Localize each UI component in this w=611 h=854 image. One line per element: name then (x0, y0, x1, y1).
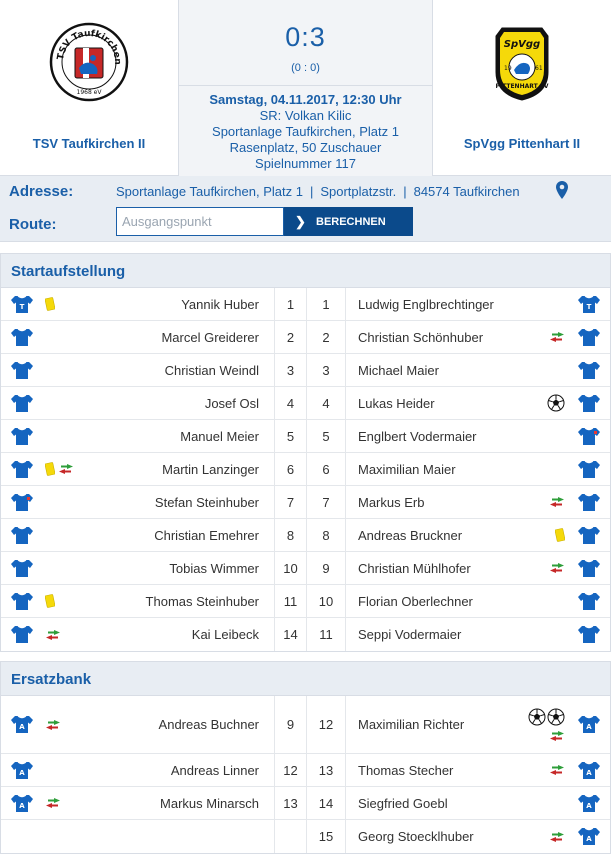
shirt-icon (11, 625, 33, 644)
svg-text:A: A (586, 801, 592, 810)
match-info (179, 92, 432, 172)
home-shirt (9, 486, 35, 518)
away-shirt (576, 820, 602, 853)
home-team-name[interactable]: TSV Taufkirchen II (32, 136, 146, 151)
lineup-row (1, 453, 610, 486)
away-player-name[interactable]: Thomas Stecher (358, 762, 454, 778)
away-shirt (576, 618, 602, 651)
home-shirt (9, 820, 35, 853)
yellow-card-icon (555, 528, 565, 542)
lineup-row (1, 420, 610, 453)
shirt-icon (11, 328, 33, 347)
shirt-icon (578, 328, 600, 347)
home-player-number: 1 (274, 288, 306, 320)
bench-row (1, 787, 610, 820)
home-events (45, 387, 90, 419)
bench-row (1, 754, 610, 787)
away-team-name[interactable]: SpVgg Pittenhart II (463, 136, 581, 151)
chevron-right-icon: ❯ (295, 214, 306, 229)
svg-text:PITTENHART eV: PITTENHART eV (495, 83, 549, 90)
address-separator: | (309, 184, 314, 199)
home-player-number: 14 (274, 618, 306, 651)
home-player-number: 12 (274, 754, 306, 786)
away-player-number: 14 (306, 787, 346, 819)
shirt-icon (578, 361, 600, 380)
svg-text:TSV Taufkirchen: TSV Taufkirchen (56, 28, 123, 65)
home-player-name[interactable] (91, 820, 259, 853)
away-player-number: 3 (306, 354, 346, 386)
shirt-icon (11, 526, 33, 545)
away-shirt (576, 552, 602, 584)
shirt-substitute-icon (11, 761, 33, 780)
shirt-substitute-icon (578, 794, 600, 813)
shirt-icon (578, 559, 600, 578)
map-pin-icon[interactable] (556, 181, 568, 199)
starting-lineup-section (0, 253, 611, 652)
shirt-icon (578, 592, 600, 611)
away-events (521, 321, 565, 353)
away-shirt (576, 321, 602, 353)
away-events (521, 453, 565, 485)
substitution-arrows-icon (45, 629, 61, 641)
away-player-name[interactable]: Andreas Bruckner (358, 527, 463, 543)
home-shirt (9, 453, 35, 485)
away-player-name[interactable]: Christian Schönhuber (358, 329, 484, 345)
home-shirt (9, 585, 35, 617)
address-separator: | (403, 184, 407, 199)
home-player-name[interactable]: Tobias Wimmer (169, 560, 259, 576)
substitution-arrows-icon (549, 562, 565, 574)
match-date: Samstag, 04.11.2017, 12:30 Uhr (209, 92, 402, 107)
shirt-substitute-icon (578, 715, 600, 734)
home-shirt (9, 354, 35, 386)
shirt-substitute-icon (578, 827, 600, 846)
away-shirt (576, 696, 602, 753)
home-shirt (9, 387, 35, 419)
home-player-name[interactable]: Andreas Buchner (158, 717, 259, 732)
svg-text:1968 eV: 1968 eV (76, 89, 102, 96)
home-events (45, 420, 90, 452)
shirt-icon (11, 559, 33, 578)
away-player-number: 15 (306, 820, 346, 853)
lineup-row (1, 321, 610, 354)
away-events (521, 754, 565, 786)
home-player-number: 2 (274, 321, 306, 353)
home-player-number (274, 820, 306, 853)
home-events (45, 754, 90, 786)
away-player-name[interactable]: Ludwig Englbrechtinger (358, 296, 494, 312)
svg-text:A: A (586, 723, 592, 731)
away-events (521, 787, 565, 819)
bench-row (1, 696, 610, 754)
address-street: Sportplatzstr. (320, 184, 397, 199)
shirt-icon (578, 526, 600, 545)
home-player-number: 10 (274, 552, 306, 584)
away-shirt (576, 288, 602, 320)
shirt-substitute-icon (578, 761, 600, 780)
bench-section (0, 661, 611, 854)
address-line (116, 184, 520, 199)
match-header (0, 0, 611, 176)
shirt-captain-icon (578, 427, 600, 446)
away-events (521, 387, 565, 419)
away-player-name[interactable]: Georg Stoecklhuber (358, 829, 474, 844)
score-panel (179, 0, 432, 86)
away-player-name[interactable]: Markus Erb (358, 494, 425, 510)
surface-attendance: Rasenplatz, 50 Zuschauer (229, 140, 382, 155)
home-events (45, 288, 90, 320)
home-team[interactable] (0, 0, 178, 176)
svg-text:A: A (586, 835, 592, 843)
svg-text:61: 61 (535, 65, 543, 72)
away-player-number: 6 (306, 453, 346, 485)
yellow-card-icon (45, 594, 55, 608)
substitution-arrows-icon (549, 831, 565, 843)
away-player-name[interactable]: Siegfried Goebl (358, 795, 448, 811)
away-shirt (576, 387, 602, 419)
address-venue: Sportanlage Taufkirchen, Platz 1 (116, 184, 303, 199)
shirt-icon (11, 361, 33, 380)
away-events (521, 354, 565, 386)
home-shirt (9, 519, 35, 551)
away-events (521, 288, 565, 320)
away-player-number: 1 (306, 288, 346, 320)
away-shirt (576, 453, 602, 485)
home-shirt (9, 552, 35, 584)
away-team-logo[interactable] (482, 22, 562, 102)
svg-text:A: A (19, 768, 25, 777)
final-score: 0:3 (285, 22, 326, 52)
home-team-logo[interactable] (49, 22, 129, 102)
home-player-name[interactable]: Thomas Steinhuber (145, 593, 259, 609)
away-team[interactable] (433, 0, 611, 176)
home-events (45, 321, 90, 353)
home-events (45, 552, 90, 584)
home-player-name[interactable]: Martin Lanzinger (162, 461, 259, 477)
route-start-input[interactable] (116, 207, 284, 236)
away-player-number: 8 (306, 519, 346, 551)
calculate-route-label: BERECHNEN (316, 215, 386, 228)
home-player-number: 4 (274, 387, 306, 419)
football-icon (547, 394, 565, 412)
away-player-number: 5 (306, 420, 346, 452)
lineup-row (1, 354, 610, 387)
substitution-arrows-icon (549, 496, 565, 508)
away-player-name[interactable]: Maximilian Maier (358, 461, 456, 477)
away-shirt (576, 354, 602, 386)
bench-title: Ersatzbank (1, 661, 610, 696)
bench-row (1, 820, 610, 853)
lineup-row (1, 585, 610, 618)
away-events (521, 420, 565, 452)
shirt-captain-icon (11, 493, 33, 512)
halftime-score: (0 : 0) (291, 62, 320, 74)
lineup-row (1, 519, 610, 552)
away-player-name[interactable]: Michael Maier (358, 362, 439, 378)
home-player-number: 11 (274, 585, 306, 617)
football-icon (547, 708, 565, 726)
home-player-number: 13 (274, 787, 306, 819)
substitution-arrows-icon (549, 331, 565, 343)
away-shirt (576, 585, 602, 617)
shirt-icon (578, 493, 600, 512)
away-events (521, 820, 565, 853)
away-events (521, 585, 565, 617)
away-player-number: 4 (306, 387, 346, 419)
home-player-number: 5 (274, 420, 306, 452)
home-shirt (9, 321, 35, 353)
away-player-number: 9 (306, 552, 346, 584)
away-player-name[interactable]: Lukas Heider (358, 395, 435, 411)
shirt-keeper-icon (578, 295, 600, 314)
home-player-name[interactable]: Kai Leibeck (191, 627, 259, 642)
home-events (45, 696, 90, 753)
yellow-card-icon (45, 297, 55, 311)
away-shirt (576, 486, 602, 518)
away-events (521, 486, 565, 518)
home-player-name[interactable]: Christian Weindl (164, 362, 259, 378)
home-events (45, 585, 90, 617)
home-events (45, 618, 90, 651)
match-number: Spielnummer 117 (255, 156, 356, 171)
home-player-name[interactable]: Christian Emehrer (154, 527, 259, 543)
home-events (45, 453, 90, 485)
away-player-name[interactable]: Florian Oberlechner (358, 593, 473, 609)
shirt-icon (578, 460, 600, 479)
substitution-arrows-icon (549, 764, 565, 776)
address-city: 84574 Taufkirchen (413, 184, 520, 199)
home-player-name[interactable]: Marcel Greiderer (161, 329, 259, 345)
away-events (521, 696, 565, 753)
shirt-icon (578, 625, 600, 644)
away-events (521, 618, 565, 651)
away-player-name[interactable]: Maximilian Richter (358, 717, 465, 732)
lineup-row (1, 486, 610, 519)
away-player-number: 13 (306, 754, 346, 786)
home-events (45, 787, 90, 819)
referee: SR: Volkan Kilic (259, 108, 352, 123)
away-shirt (576, 787, 602, 819)
starting-lineup-title: Startaufstellung (1, 253, 610, 288)
home-events (45, 820, 90, 853)
football-icon (528, 708, 546, 726)
shirt-icon (11, 394, 33, 413)
home-player-name[interactable]: Andreas Linner (170, 762, 259, 778)
away-shirt (576, 519, 602, 551)
shirt-icon (11, 460, 33, 479)
away-shirt (576, 420, 602, 452)
match-center (178, 0, 433, 176)
home-shirt (9, 754, 35, 786)
home-player-number: 3 (274, 354, 306, 386)
shirt-substitute-icon (11, 794, 33, 813)
lineup-row (1, 387, 610, 420)
bench-rows (1, 696, 610, 853)
lineup-row (1, 288, 610, 321)
home-events (45, 486, 90, 518)
address-label: Adresse: (9, 183, 74, 200)
home-player-name[interactable]: Manuel Meier (180, 428, 259, 444)
home-player-name[interactable]: Stefan Steinhuber (154, 494, 259, 510)
home-player-number: 6 (274, 453, 306, 485)
lineup-row (1, 618, 610, 651)
away-player-number: 7 (306, 486, 346, 518)
shirt-icon (578, 394, 600, 413)
substitution-arrows-icon (549, 730, 565, 742)
away-player-number: 2 (306, 321, 346, 353)
shirt-keeper-icon (11, 295, 33, 314)
starting-lineup-rows (1, 288, 610, 651)
svg-text:T: T (586, 302, 592, 311)
home-player-name[interactable]: Markus Minarsch (160, 795, 259, 811)
home-events (45, 354, 90, 386)
yellow-card-icon (45, 462, 55, 476)
home-player-name[interactable]: Josef Osl (204, 395, 259, 411)
svg-text:19: 19 (504, 65, 512, 72)
away-player-number: 10 (306, 585, 346, 617)
address-block (0, 176, 611, 242)
away-events (521, 519, 565, 551)
away-player-name[interactable]: Englbert Vodermaier (358, 428, 477, 444)
svg-text:T: T (19, 302, 25, 311)
away-shirt (576, 754, 602, 786)
shirt-icon (11, 592, 33, 611)
calculate-route-button[interactable] (284, 207, 413, 236)
home-shirt (9, 787, 35, 819)
home-player-number: 7 (274, 486, 306, 518)
away-events (521, 552, 565, 584)
svg-text:A: A (19, 801, 25, 810)
svg-text:A: A (19, 723, 25, 731)
away-player-name[interactable]: Seppi Vodermaier (358, 627, 462, 642)
home-player-number: 9 (274, 696, 306, 753)
route-label: Route: (9, 216, 57, 233)
substitution-arrows-icon (58, 463, 74, 475)
substitution-arrows-icon (45, 719, 61, 731)
lineup-row (1, 552, 610, 585)
home-player-name[interactable]: Yannik Huber (181, 296, 259, 312)
home-player-number: 8 (274, 519, 306, 551)
home-shirt (9, 420, 35, 452)
shirt-icon (11, 427, 33, 446)
svg-text:SpVgg: SpVgg (503, 39, 541, 50)
home-shirt (9, 618, 35, 651)
svg-text:A: A (586, 768, 592, 777)
home-shirt (9, 288, 35, 320)
shirt-substitute-icon (11, 715, 33, 734)
venue: Sportanlage Taufkirchen, Platz 1 (212, 124, 399, 139)
home-events (45, 519, 90, 551)
away-player-name[interactable]: Christian Mühlhofer (358, 560, 471, 576)
substitution-arrows-icon (45, 797, 61, 809)
home-shirt (9, 696, 35, 753)
away-player-number: 11 (306, 618, 346, 651)
away-player-number: 12 (306, 696, 346, 753)
